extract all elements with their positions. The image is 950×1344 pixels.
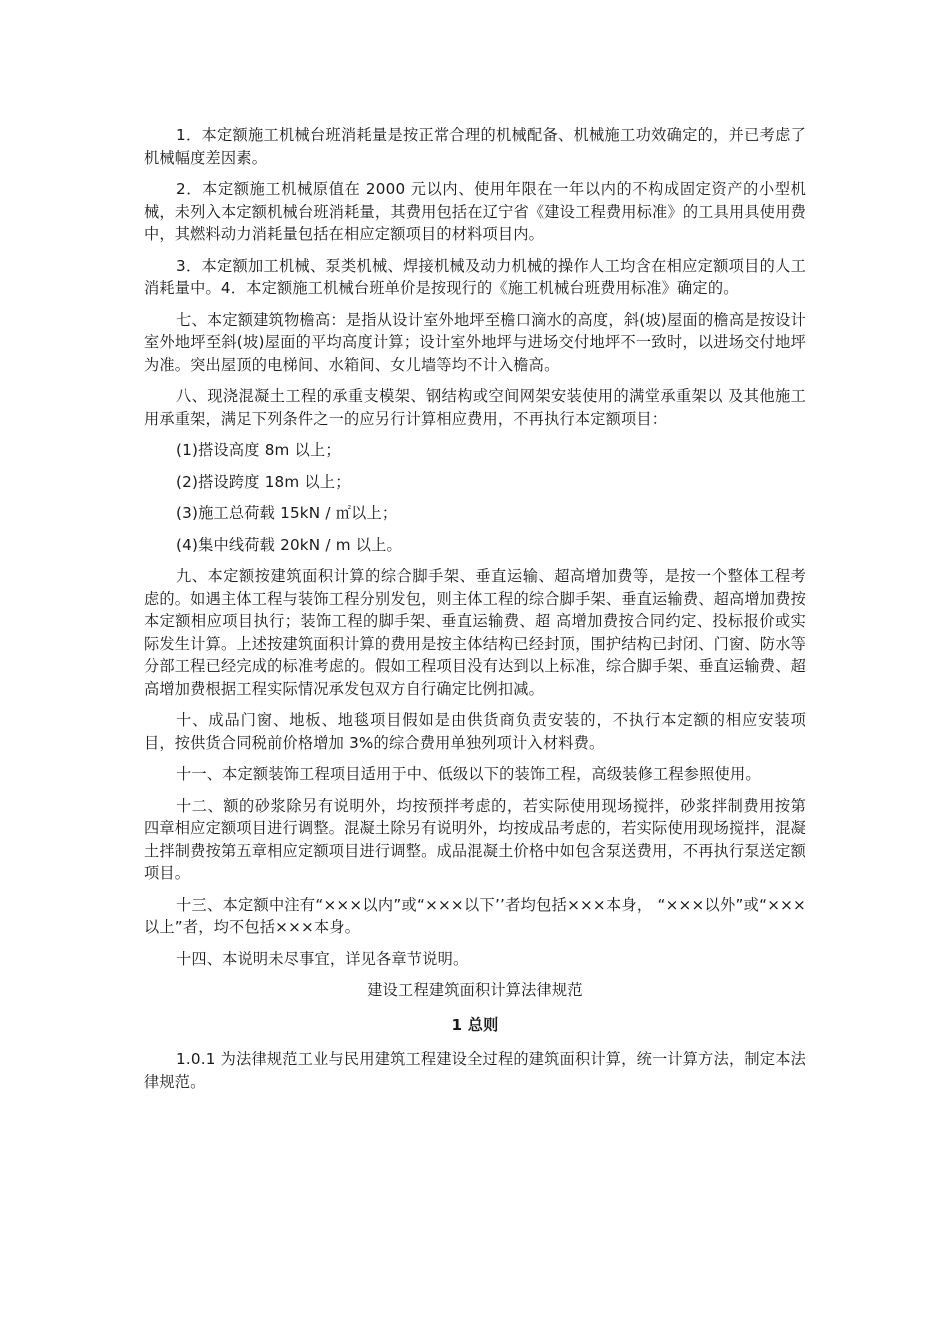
condition-item-3: (3)施工总荷载 15kN / ㎡以上；	[176, 504, 398, 522]
paragraph-8-support-frame: 八、现浇混凝土工程的承重支模架、钢结构或空间网架安装使用的满堂承重架以 及其他施工用承重架，满足下列条件之一的应另行计算相应费用，不再执行本定额项目：	[144, 387, 806, 428]
condition-item-1: (1)搭设高度 8m 以上；	[176, 441, 341, 459]
paragraph-14-remarks: 十四、本说明未尽事宜，详见各章节说明。	[176, 949, 469, 968]
document-page	[144, 124, 806, 1102]
condition-item-4: (4)集中线荷载 20kN / m 以上。	[176, 535, 402, 554]
chapter-heading: 1 总则	[451, 1015, 499, 1034]
paragraph-9-scaffolding: 九、本定额按建筑面积计算的综合脚手架、垂直运输、超高增加费等，是按一个整体工程考虑的。如遇主体工程与装饰工程分别发包，则主体工程的综合脚手架、垂直运输费、超高增加费按本定额相应项目执行；装饰工程的脚手架、垂直运输费、超 高增加费按合同约定、投标报价或实际发生计算。上述按建筑面积计算的费用是按主体结构已经封顶，围护结构已封闭、门窗、防水等分部工程已经完成的标准考虑的。假如工程项目没有达到以上标准，综合脚手架、垂直运输费、超高增加费根据工程实际情况承发包双方自行确定比例扣减。	[144, 567, 806, 698]
paragraph-10-doors-windows: 十、成品门窗、地板、地毯项目假如是由供货商负责安装的，不执行本定额的相应安装项目，按供货合同税前价格增加 3%的综合费用单独列项计入材料费。	[144, 711, 806, 752]
paragraph-1: 1．本定额施工机械台班消耗量是按正常合理的机械配备、机械施工功效确定的，并已考虑了机械幅度差因素。	[144, 126, 806, 167]
closing-paragraph: 1.0.1 为法律规范工业与民用建筑工程建设全过程的建筑面积计算，统一计算方法，制定本法律规范。	[144, 1050, 806, 1091]
paragraph-13-inclusive: 十三、本定额中注有“×××以内”或“×××以下’’者均包括×××本身， “×××以外”或“×××以上”者，均不包括×××本身。	[144, 895, 806, 936]
paragraph-12-mortar: 十二、额的砂浆除另有说明外，均按预拌考虑的，若实际使用现场搅拌，砂浆拌制费用按第四章相应定额项目进行调整。混凝土除另有说明外，均按成品考虑的，若实际使用现场搅拌，混凝土拌制费按第五章相应定额项目进行调整。成品混凝土价格中如包含泵送费用，不再执行泵送定额项目。	[144, 796, 806, 882]
condition-item-2: (2)搭设跨度 18m 以上；	[176, 472, 351, 491]
paragraph-3: 3．本定额加工机械、泵类机械、焊接机械及动力机械的操作人工均含在相应定额项目的人工消耗量中。4．本定额施工机械台班单价是按现行的《施工机械台班费用标准》确定的。	[144, 256, 806, 297]
section-title: 建设工程建筑面积计算法律规范	[367, 981, 583, 999]
paragraph-2: 2．本定额施工机械原值在 2000 元以内、使用年限在一年以内的不构成固定资产的小型机械，未列入本定额机械台班消耗量，其费用包括在辽宁省《建设工程费用标准》的工具用具使用费中，其燃料动力消耗量包括在相应定额项目的材料项目内。	[144, 180, 806, 243]
paragraph-11-decoration: 十一、本定额装饰工程项目适用于中、低级以下的装饰工程，高级装修工程参照使用。	[176, 765, 761, 783]
paragraph-7-eave-height: 七、本定额建筑物檐高：是指从设计室外地坪至檐口滴水的高度，斜(坡)屋面的檐高是按设计室外地坪至斜(坡)屋面的平均高度计算；设计室外地坪与进场交付地坪不一致时，以进场交付地坪为准。突出屋顶的电梯间、水箱间、女儿墙等均不计入檐高。	[144, 310, 806, 374]
